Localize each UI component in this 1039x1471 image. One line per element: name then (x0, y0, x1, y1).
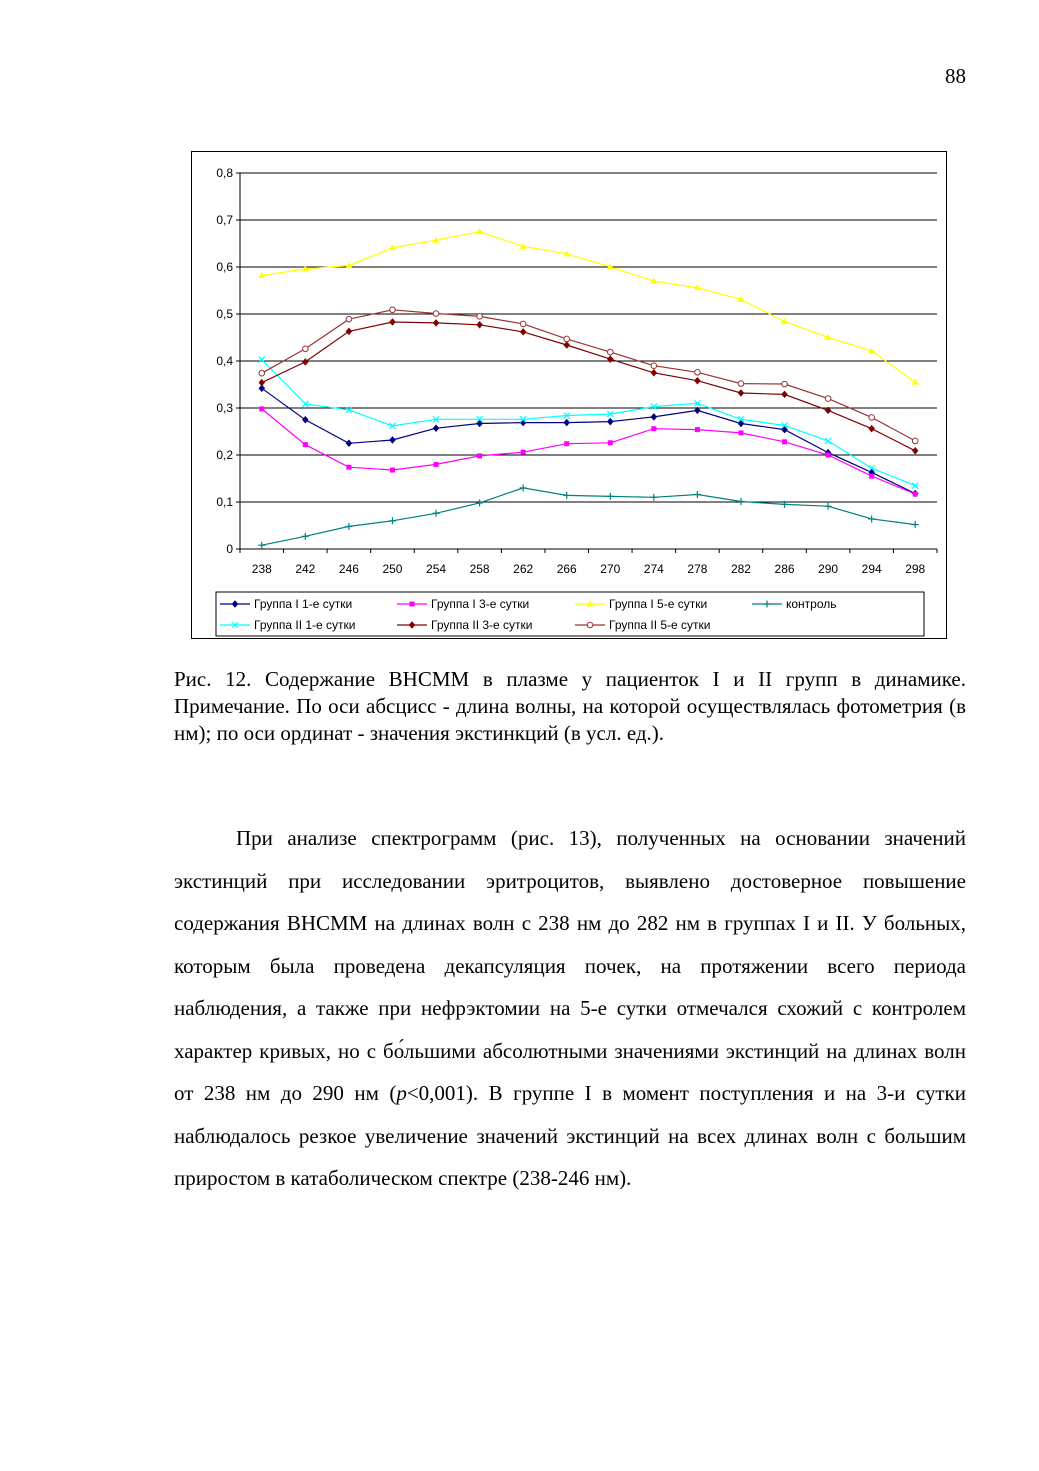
data-point (607, 493, 614, 500)
figure-caption: Рис. 12. Содержание ВНСММ в плазме у пациенток I и II групп в динамике. Примечание. По оси абсцисс - длина волны, на которой осуществлялась фотометрия (в нм); по оси ординат - значения экстинкций (в усл. ед.). (174, 667, 966, 745)
chart-svg (192, 152, 948, 640)
legend-label: Группа I 1-е сутки (254, 597, 353, 611)
data-point (650, 494, 657, 501)
series-line (262, 488, 915, 545)
grid-layer (240, 173, 937, 502)
data-point (826, 453, 831, 458)
data-point (564, 419, 570, 426)
data-point (695, 427, 700, 432)
data-point (563, 492, 570, 499)
legend-label: контроль (786, 597, 837, 611)
x-tick-label: 274 (643, 562, 664, 576)
data-point (607, 356, 613, 363)
y-tick-label: 0,4 (216, 354, 233, 368)
data-point (912, 521, 919, 528)
data-point (303, 346, 309, 352)
data-point (410, 602, 415, 607)
data-point (608, 440, 613, 445)
y-tick-label: 0,7 (216, 213, 233, 227)
x-tick-label: 246 (338, 562, 359, 576)
data-point (433, 425, 439, 432)
x-tick-label: 286 (774, 562, 795, 576)
legend-label: Группа II 3-е сутки (431, 618, 533, 632)
data-point (259, 357, 265, 363)
data-point (345, 523, 352, 530)
data-point (782, 381, 788, 387)
data-point (258, 542, 265, 549)
data-point (477, 453, 482, 458)
data-point (520, 484, 527, 491)
data-point (302, 358, 308, 365)
data-point (477, 314, 483, 320)
legend-label: Группа II 1-е сутки (254, 618, 356, 632)
data-point (346, 316, 352, 322)
x-tick-label: 254 (426, 562, 447, 576)
data-point (738, 430, 743, 435)
data-point (868, 515, 875, 522)
data-point (303, 442, 308, 447)
data-point (695, 369, 701, 375)
data-point (434, 462, 439, 467)
data-point (564, 342, 570, 349)
x-tick-label: 278 (687, 562, 708, 576)
data-point (607, 349, 613, 355)
page-number: 88 (945, 64, 966, 88)
body-paragraph (174, 817, 966, 1200)
data-point (433, 510, 440, 517)
body-text-part1: При анализе спектрограмм (рис. 13), полученных на основании значений экстинций при исследовании эритроцитов, выявлено достоверное повышение содержания ВНСММ на длинах волн с 238 нм до 282 нм в группах I и II. У больных, которым была проведена декапсуляция почек, на протяжении всего периода наблюдения, а также при нефрэктомии на 5-е сутки отмечался схожий с контролем характер кривых, но с бо́льшими абсолютными значениями экстинций на длинах волн от 238 нм до 290 нм ( (174, 826, 966, 1105)
y-tick-label: 0,6 (216, 260, 233, 274)
x-tick-label: 294 (861, 562, 882, 576)
data-point (521, 450, 526, 455)
data-point (782, 391, 788, 398)
series-layer (258, 228, 918, 548)
axis-layer (216, 166, 937, 576)
data-point (346, 328, 352, 335)
x-tick-label: 258 (469, 562, 490, 576)
x-tick-label: 270 (600, 562, 621, 576)
data-point (825, 438, 831, 444)
chart-legend (216, 592, 924, 636)
p-value-symbol: p (396, 1081, 407, 1105)
data-point (389, 318, 395, 325)
legend-label: Группа II 5-е сутки (609, 618, 711, 632)
x-tick-label: 250 (382, 562, 403, 576)
data-point (390, 468, 395, 473)
y-tick-label: 0,1 (216, 495, 233, 509)
data-point (913, 492, 918, 497)
data-point (738, 389, 744, 396)
data-point (651, 369, 657, 376)
data-point (869, 415, 875, 421)
data-point (564, 441, 569, 446)
data-point (476, 499, 483, 506)
data-point (346, 440, 352, 447)
data-point (869, 425, 875, 432)
y-tick-label: 0,5 (216, 307, 233, 321)
x-tick-label: 242 (295, 562, 316, 576)
data-point (694, 377, 700, 384)
data-point (737, 498, 744, 505)
data-point (912, 438, 918, 444)
data-point (259, 379, 265, 386)
data-point (825, 503, 832, 510)
data-point (869, 474, 874, 479)
data-point (912, 379, 919, 385)
data-point (607, 418, 613, 425)
x-tick-label: 262 (513, 562, 534, 576)
series-line (262, 388, 915, 493)
data-point (651, 413, 657, 420)
x-tick-label: 282 (730, 562, 751, 576)
data-point (912, 447, 918, 454)
series-1 (259, 406, 917, 496)
data-point (651, 363, 657, 369)
data-point (587, 622, 593, 628)
data-point (477, 321, 483, 328)
data-point (389, 517, 396, 524)
data-point (433, 319, 439, 326)
series-3 (258, 484, 918, 548)
data-point (259, 370, 265, 376)
data-point (259, 406, 264, 411)
x-tick-label: 298 (905, 562, 926, 576)
data-point (433, 311, 439, 317)
data-point (302, 533, 309, 540)
y-tick-label: 0,3 (216, 401, 233, 415)
series-0 (259, 385, 918, 497)
legend-label: Группа I 3-е сутки (431, 597, 530, 611)
series-5 (259, 318, 918, 454)
spectrogram-chart (191, 151, 947, 639)
data-point (302, 416, 308, 423)
y-tick-label: 0 (226, 542, 233, 556)
series-line (262, 232, 915, 382)
data-point (520, 321, 526, 327)
legend-label: Группа I 5-е сутки (609, 597, 708, 611)
data-point (520, 328, 526, 335)
data-point (781, 318, 788, 324)
data-point (825, 396, 831, 402)
x-tick-label: 266 (556, 562, 577, 576)
data-point (694, 491, 701, 498)
series-line (262, 322, 915, 451)
series-6 (259, 307, 918, 444)
data-point (476, 228, 483, 234)
data-point (738, 381, 744, 387)
body-text-part2: <0,001). В группе I в момент поступления и на 3-и сутки наблюдалось резкое увеличение значений экстинций на всех длинах волн с большим приростом в катаболическом спектре (238-246 нм). (174, 1081, 966, 1190)
data-point (346, 465, 351, 470)
data-point (651, 426, 656, 431)
x-tick-label: 238 (251, 562, 272, 576)
data-point (912, 483, 918, 489)
x-tick-label: 290 (818, 562, 839, 576)
data-point (564, 336, 570, 342)
data-point (389, 436, 395, 443)
y-tick-label: 0,2 (216, 448, 233, 462)
y-tick-label: 0,8 (216, 166, 233, 180)
data-point (782, 439, 787, 444)
data-point (390, 307, 396, 313)
